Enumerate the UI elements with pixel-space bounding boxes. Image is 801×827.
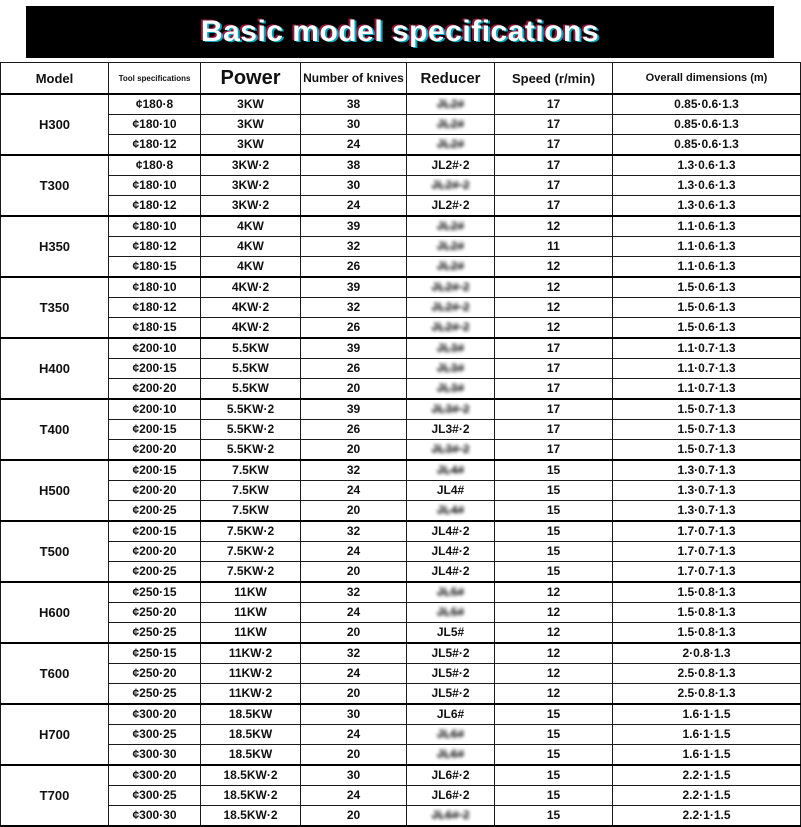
power-cell: 3KW	[201, 135, 301, 156]
dims-cell: 2·0.8·1.3	[613, 643, 801, 664]
table-row	[1, 582, 801, 603]
power-cell: 4KW	[201, 257, 301, 278]
knives-cell: 20	[301, 684, 407, 705]
table-row	[1, 786, 801, 806]
speed-cell: 17	[495, 359, 613, 379]
reducer-cell: JL4#	[407, 481, 495, 501]
knives-cell: 26	[301, 318, 407, 339]
table-row	[1, 94, 801, 115]
spec-cell: ¢180·12	[109, 135, 201, 156]
spec-cell: ¢180·15	[109, 318, 201, 339]
spec-table	[0, 62, 801, 827]
spec-cell: ¢200·15	[109, 420, 201, 440]
dims-cell: 1.1·0.7·1.3	[613, 359, 801, 379]
spec-cell: ¢200·20	[109, 379, 201, 400]
speed-cell: 12	[495, 298, 613, 318]
dims-cell: 1.3·0.7·1.3	[613, 481, 801, 501]
model-cell: T700	[1, 765, 109, 826]
spec-cell: ¢300·20	[109, 704, 201, 725]
speed-cell: 15	[495, 745, 613, 766]
table-row	[1, 542, 801, 562]
knives-cell: 20	[301, 745, 407, 766]
power-cell: 4KW·2	[201, 298, 301, 318]
speed-cell: 15	[495, 765, 613, 786]
spec-cell: ¢300·25	[109, 725, 201, 745]
speed-cell: 17	[495, 420, 613, 440]
speed-cell: 12	[495, 216, 613, 237]
reducer-cell: JL2#	[407, 135, 495, 156]
knives-cell: 32	[301, 460, 407, 481]
speed-cell: 15	[495, 562, 613, 583]
spec-cell: ¢300·30	[109, 806, 201, 827]
knives-cell: 32	[301, 582, 407, 603]
dims-cell: 1.5·0.8·1.3	[613, 623, 801, 644]
spec-cell: ¢200·25	[109, 562, 201, 583]
knives-cell: 32	[301, 237, 407, 257]
dims-cell: 0.85·0.6·1.3	[613, 115, 801, 135]
speed-cell: 15	[495, 704, 613, 725]
power-cell: 3KW·2	[201, 155, 301, 176]
knives-cell: 32	[301, 643, 407, 664]
table-row	[1, 460, 801, 481]
table-row	[1, 359, 801, 379]
power-cell: 4KW	[201, 237, 301, 257]
dims-cell: 1.5·0.8·1.3	[613, 603, 801, 623]
table-row	[1, 684, 801, 705]
table-row	[1, 603, 801, 623]
reducer-cell: JL5#·2	[407, 643, 495, 664]
dims-cell: 2.5·0.8·1.3	[613, 684, 801, 705]
col-header-reducer: Reducer	[407, 63, 495, 95]
reducer-cell: JL6#	[407, 745, 495, 766]
speed-cell: 17	[495, 155, 613, 176]
table-row	[1, 216, 801, 237]
reducer-cell: JL4#·2	[407, 521, 495, 542]
knives-cell: 39	[301, 216, 407, 237]
speed-cell: 17	[495, 399, 613, 420]
dims-cell: 1.5·0.6·1.3	[613, 277, 801, 298]
speed-cell: 15	[495, 542, 613, 562]
speed-cell: 17	[495, 94, 613, 115]
table-row	[1, 725, 801, 745]
model-cell: H600	[1, 582, 109, 643]
dims-cell: 0.85·0.6·1.3	[613, 135, 801, 156]
speed-cell: 17	[495, 176, 613, 196]
knives-cell: 30	[301, 115, 407, 135]
table-row	[1, 257, 801, 278]
reducer-cell: JL2#·2	[407, 196, 495, 217]
dims-cell: 1.5·0.6·1.3	[613, 318, 801, 339]
table-row	[1, 237, 801, 257]
spec-cell: ¢300·20	[109, 765, 201, 786]
reducer-cell: JL2#	[407, 237, 495, 257]
spec-cell: ¢180·12	[109, 237, 201, 257]
table-row	[1, 440, 801, 461]
col-header-knives: Number of knives	[301, 63, 407, 95]
spec-cell: ¢200·20	[109, 542, 201, 562]
speed-cell: 15	[495, 786, 613, 806]
header-row	[1, 63, 801, 95]
spec-cell: ¢200·15	[109, 359, 201, 379]
speed-cell: 15	[495, 806, 613, 827]
spec-cell: ¢180·15	[109, 257, 201, 278]
knives-cell: 39	[301, 338, 407, 359]
model-cell: T300	[1, 155, 109, 216]
table-row	[1, 155, 801, 176]
reducer-cell: JL2#·2	[407, 277, 495, 298]
knives-cell: 26	[301, 359, 407, 379]
power-cell: 5.5KW·2	[201, 420, 301, 440]
table-header	[1, 63, 801, 95]
table-row	[1, 298, 801, 318]
power-cell: 4KW	[201, 216, 301, 237]
spec-cell: ¢180·10	[109, 176, 201, 196]
reducer-cell: JL2#·2	[407, 176, 495, 196]
power-cell: 18.5KW·2	[201, 806, 301, 827]
speed-cell: 12	[495, 684, 613, 705]
table-row	[1, 399, 801, 420]
spec-cell: ¢180·8	[109, 94, 201, 115]
power-cell: 7.5KW·2	[201, 542, 301, 562]
reducer-cell: JL4#	[407, 501, 495, 522]
dims-cell: 1.1·0.6·1.3	[613, 216, 801, 237]
table-row	[1, 765, 801, 786]
table-body	[1, 94, 801, 826]
knives-cell: 20	[301, 562, 407, 583]
knives-cell: 39	[301, 399, 407, 420]
power-cell: 18.5KW·2	[201, 765, 301, 786]
dims-cell: 1.1·0.6·1.3	[613, 237, 801, 257]
reducer-cell: JL3#·2	[407, 420, 495, 440]
power-cell: 11KW	[201, 582, 301, 603]
col-header-tool-spec: Tool specifications	[109, 63, 201, 95]
speed-cell: 12	[495, 257, 613, 278]
title-banner	[26, 6, 774, 58]
power-cell: 7.5KW	[201, 460, 301, 481]
power-cell: 4KW·2	[201, 318, 301, 339]
model-cell: T400	[1, 399, 109, 460]
reducer-cell: JL2#·2	[407, 155, 495, 176]
dims-cell: 2.2·1·1.5	[613, 786, 801, 806]
spec-cell: ¢250·15	[109, 582, 201, 603]
model-cell: H350	[1, 216, 109, 277]
dims-cell: 0.85·0.6·1.3	[613, 94, 801, 115]
reducer-cell: JL3#·2	[407, 399, 495, 420]
dims-cell: 1.1·0.7·1.3	[613, 338, 801, 359]
power-cell: 7.5KW	[201, 481, 301, 501]
speed-cell: 12	[495, 318, 613, 339]
dims-cell: 1.5·0.6·1.3	[613, 298, 801, 318]
speed-cell: 12	[495, 582, 613, 603]
dims-cell: 1.6·1·1.5	[613, 725, 801, 745]
spec-cell: ¢250·20	[109, 603, 201, 623]
speed-cell: 17	[495, 379, 613, 400]
knives-cell: 20	[301, 501, 407, 522]
reducer-cell: JL4#	[407, 460, 495, 481]
power-cell: 11KW	[201, 603, 301, 623]
dims-cell: 1.6·1·1.5	[613, 704, 801, 725]
reducer-cell: JL2#	[407, 115, 495, 135]
knives-cell: 20	[301, 806, 407, 827]
spec-cell: ¢250·20	[109, 664, 201, 684]
dims-cell: 1.7·0.7·1.3	[613, 542, 801, 562]
spec-cell: ¢250·25	[109, 623, 201, 644]
reducer-cell: JL3#·2	[407, 440, 495, 461]
reducer-cell: JL3#	[407, 379, 495, 400]
table-row	[1, 277, 801, 298]
table-row	[1, 420, 801, 440]
dims-cell: 2.2·1·1.5	[613, 765, 801, 786]
dims-cell: 1.1·0.6·1.3	[613, 257, 801, 278]
knives-cell: 24	[301, 135, 407, 156]
reducer-cell: JL4#·2	[407, 542, 495, 562]
knives-cell: 24	[301, 725, 407, 745]
dims-cell: 1.1·0.7·1.3	[613, 379, 801, 400]
table-row	[1, 379, 801, 400]
speed-cell: 12	[495, 643, 613, 664]
reducer-cell: JL5#	[407, 582, 495, 603]
knives-cell: 20	[301, 440, 407, 461]
reducer-cell: JL5#·2	[407, 664, 495, 684]
spec-cell: ¢200·10	[109, 399, 201, 420]
power-cell: 5.5KW	[201, 338, 301, 359]
speed-cell: 12	[495, 623, 613, 644]
knives-cell: 24	[301, 196, 407, 217]
spec-cell: ¢200·20	[109, 481, 201, 501]
reducer-cell: JL6#	[407, 704, 495, 725]
table-row	[1, 664, 801, 684]
spec-cell: ¢300·25	[109, 786, 201, 806]
table-row	[1, 643, 801, 664]
model-cell: T500	[1, 521, 109, 582]
table-row	[1, 196, 801, 217]
reducer-cell: JL2#·2	[407, 298, 495, 318]
spec-cell: ¢250·25	[109, 684, 201, 705]
table-row	[1, 135, 801, 156]
dims-cell: 1.5·0.7·1.3	[613, 420, 801, 440]
power-cell: 5.5KW·2	[201, 399, 301, 420]
reducer-cell: JL5#·2	[407, 684, 495, 705]
knives-cell: 30	[301, 176, 407, 196]
speed-cell: 15	[495, 521, 613, 542]
knives-cell: 26	[301, 257, 407, 278]
speed-cell: 17	[495, 135, 613, 156]
dims-cell: 2.2·1·1.5	[613, 806, 801, 827]
spec-cell: ¢180·10	[109, 277, 201, 298]
speed-cell: 11	[495, 237, 613, 257]
spec-cell: ¢300·30	[109, 745, 201, 766]
dims-cell: 1.5·0.7·1.3	[613, 440, 801, 461]
knives-cell: 24	[301, 481, 407, 501]
table-row	[1, 115, 801, 135]
power-cell: 11KW·2	[201, 684, 301, 705]
spec-cell: ¢180·12	[109, 196, 201, 217]
col-header-speed: Speed (r/min)	[495, 63, 613, 95]
reducer-cell: JL2#	[407, 94, 495, 115]
speed-cell: 17	[495, 115, 613, 135]
dims-cell: 1.3·0.6·1.3	[613, 176, 801, 196]
col-header-model: Model	[1, 63, 109, 95]
power-cell: 18.5KW	[201, 725, 301, 745]
model-cell: H400	[1, 338, 109, 399]
table-row	[1, 318, 801, 339]
speed-cell: 17	[495, 196, 613, 217]
speed-cell: 15	[495, 481, 613, 501]
reducer-cell: JL2#	[407, 216, 495, 237]
reducer-cell: JL5#	[407, 603, 495, 623]
speed-cell: 12	[495, 664, 613, 684]
table-row	[1, 806, 801, 827]
model-cell: T600	[1, 643, 109, 704]
power-cell: 5.5KW·2	[201, 440, 301, 461]
page-title: Basic model specifications	[200, 15, 600, 48]
knives-cell: 30	[301, 765, 407, 786]
power-cell: 18.5KW	[201, 745, 301, 766]
spec-cell: ¢180·12	[109, 298, 201, 318]
power-cell: 11KW·2	[201, 664, 301, 684]
speed-cell: 12	[495, 603, 613, 623]
spec-cell: ¢200·25	[109, 501, 201, 522]
table-row	[1, 481, 801, 501]
speed-cell: 15	[495, 460, 613, 481]
table-row	[1, 745, 801, 766]
dims-cell: 1.3·0.6·1.3	[613, 196, 801, 217]
knives-cell: 32	[301, 521, 407, 542]
model-cell: H500	[1, 460, 109, 521]
knives-cell: 38	[301, 155, 407, 176]
power-cell: 5.5KW	[201, 379, 301, 400]
dims-cell: 1.3·0.7·1.3	[613, 460, 801, 481]
knives-cell: 24	[301, 603, 407, 623]
reducer-cell: JL6#·2	[407, 765, 495, 786]
reducer-cell: JL2#	[407, 257, 495, 278]
reducer-cell: JL5#	[407, 623, 495, 644]
table-row	[1, 501, 801, 522]
knives-cell: 26	[301, 420, 407, 440]
knives-cell: 38	[301, 94, 407, 115]
knives-cell: 39	[301, 277, 407, 298]
knives-cell: 24	[301, 786, 407, 806]
knives-cell: 20	[301, 379, 407, 400]
speed-cell: 12	[495, 277, 613, 298]
power-cell: 7.5KW·2	[201, 562, 301, 583]
speed-cell: 17	[495, 338, 613, 359]
power-cell: 5.5KW	[201, 359, 301, 379]
dims-cell: 1.7·0.7·1.3	[613, 562, 801, 583]
knives-cell: 32	[301, 298, 407, 318]
reducer-cell: JL4#·2	[407, 562, 495, 583]
reducer-cell: JL6#·2	[407, 786, 495, 806]
model-cell: H300	[1, 94, 109, 155]
power-cell: 7.5KW·2	[201, 521, 301, 542]
power-cell: 3KW·2	[201, 196, 301, 217]
table-row	[1, 338, 801, 359]
power-cell: 7.5KW	[201, 501, 301, 522]
table-row	[1, 623, 801, 644]
spec-cell: ¢200·20	[109, 440, 201, 461]
power-cell: 3KW	[201, 115, 301, 135]
table-row	[1, 521, 801, 542]
power-cell: 3KW	[201, 94, 301, 115]
knives-cell: 24	[301, 664, 407, 684]
speed-cell: 15	[495, 501, 613, 522]
power-cell: 18.5KW	[201, 704, 301, 725]
reducer-cell: JL2#·2	[407, 318, 495, 339]
dims-cell: 1.5·0.7·1.3	[613, 399, 801, 420]
knives-cell: 20	[301, 623, 407, 644]
spec-cell: ¢180·10	[109, 115, 201, 135]
model-cell: T350	[1, 277, 109, 338]
dims-cell: 1.7·0.7·1.3	[613, 521, 801, 542]
model-cell: H700	[1, 704, 109, 765]
dims-cell: 1.6·1·1.5	[613, 745, 801, 766]
power-cell: 11KW·2	[201, 643, 301, 664]
spec-cell: ¢200·15	[109, 521, 201, 542]
knives-cell: 24	[301, 542, 407, 562]
spec-cell: ¢200·10	[109, 338, 201, 359]
col-header-dimensions: Overall dimensions (m)	[613, 63, 801, 95]
table-row	[1, 704, 801, 725]
dims-cell: 2.5·0.8·1.3	[613, 664, 801, 684]
dims-cell: 1.3·0.7·1.3	[613, 501, 801, 522]
knives-cell: 30	[301, 704, 407, 725]
speed-cell: 17	[495, 440, 613, 461]
power-cell: 18.5KW·2	[201, 786, 301, 806]
spec-cell: ¢180·10	[109, 216, 201, 237]
power-cell: 11KW	[201, 623, 301, 644]
reducer-cell: JL3#	[407, 359, 495, 379]
reducer-cell: JL6#	[407, 725, 495, 745]
dims-cell: 1.5·0.8·1.3	[613, 582, 801, 603]
col-header-power: Power	[201, 63, 301, 95]
table-row	[1, 562, 801, 583]
power-cell: 4KW·2	[201, 277, 301, 298]
reducer-cell: JL6#·2	[407, 806, 495, 827]
spec-cell: ¢200·15	[109, 460, 201, 481]
table-row	[1, 176, 801, 196]
spec-cell: ¢250·15	[109, 643, 201, 664]
reducer-cell: JL3#	[407, 338, 495, 359]
power-cell: 3KW·2	[201, 176, 301, 196]
dims-cell: 1.3·0.6·1.3	[613, 155, 801, 176]
speed-cell: 15	[495, 725, 613, 745]
spec-cell: ¢180·8	[109, 155, 201, 176]
